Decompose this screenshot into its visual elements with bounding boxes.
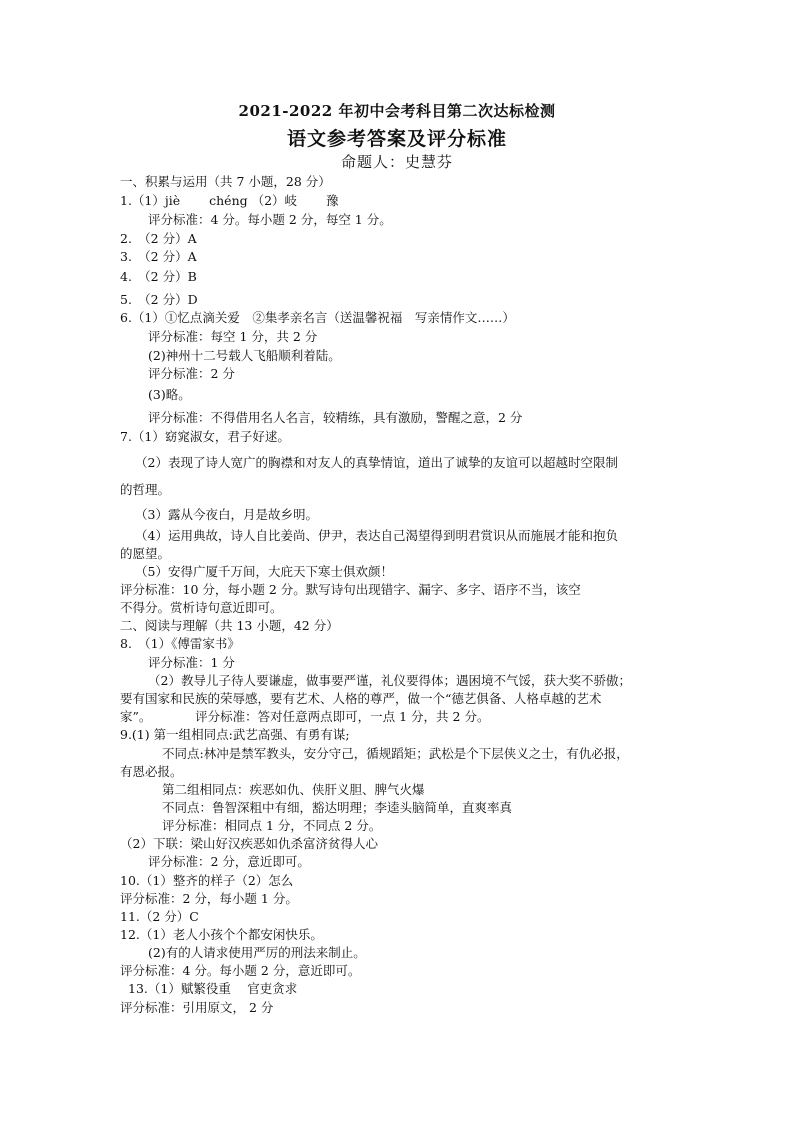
answer-line: 4. （2 分）B <box>120 269 197 284</box>
answer-line: （2）表现了诗人宽广的胸襟和对友人的真挚情谊，道出了诚挚的友谊可以超越时空限制 <box>135 455 618 470</box>
answer-line: 有恩必报。 <box>120 764 183 779</box>
answer-line: 10.（1）整齐的样子（2）怎么 <box>120 873 294 888</box>
scoring-line: 评分标准：4 分。每小题 2 分，每空 1 分。 <box>148 212 392 227</box>
section-2-heading: 二、阅读与理解（共 13 小题，42 分） <box>120 618 339 633</box>
scoring-line: 不得分。赏析诗句意近即可。 <box>120 600 283 615</box>
scoring-line: 评分标准：2 分，意近即可。 <box>148 854 310 869</box>
scoring-line: 评分标准：2 分 <box>148 366 235 381</box>
scoring-line: 评分标准：引用原文， 2 分 <box>120 1000 274 1015</box>
answer-line: 7.（1）窈窕淑女，君子好逑。 <box>120 429 290 444</box>
scoring-line: 评分标准：10 分，每小题 2 分。默写诗句出现错字、漏字、多字、语序不当，该空 <box>120 582 581 597</box>
answer-line: 第二组相同点：疾恶如仇、侠肝义胆、脾气火爆 <box>162 782 425 797</box>
answer-line: 12.（1）老人小孩个个都安闲快乐。 <box>120 927 323 942</box>
answer-line: 11.（2 分）C <box>120 909 199 924</box>
answer-line: 1.（1）jiè chéng （2）岐 豫 <box>120 193 339 208</box>
scoring-line: 评分标准：1 分 <box>148 655 235 670</box>
answer-line: （2）下联：梁山好汉疾恶如仇杀富济贫得人心 <box>120 836 378 851</box>
scoring-line: 评分标准：不得借用名人名言，较精练，具有激励，警醒之意，2 分 <box>148 410 523 425</box>
scoring-line: 评分标准：4 分。每小题 2 分，意近即可。 <box>120 963 361 978</box>
answer-line: 要有国家和民族的荣辱感，要有艺术、人格的尊严，做一个“德艺俱备、人格卓越的艺术 <box>120 691 602 706</box>
document-title: 语文参考答案及评分标准 <box>286 128 507 150</box>
scoring-line: 评分标准：每空 1 分，共 2 分 <box>148 329 318 344</box>
answer-line: 家”。 评分标准：答对任意两点即可，一点 1 分，共 2 分。 <box>120 709 490 724</box>
answer-line: 2. （2 分）A <box>120 231 197 246</box>
answer-line: (2)有的人请求使用严厉的刑法来制止。 <box>148 945 366 960</box>
answer-line: 8. （1）《傅雷家书》 <box>120 636 240 651</box>
answer-line: (3)略。 <box>148 387 191 402</box>
answer-line: 9.(1) 第一组相同点:武艺高强、有勇有谋; <box>120 727 350 742</box>
answer-line: 13.（1）赋繁役重 官吏贪求 <box>128 981 298 996</box>
answer-line: (2)神州十二号载人飞船顺利着陆。 <box>148 348 341 363</box>
answer-line: 的愿望。 <box>120 546 171 561</box>
answer-line: 5. （2 分）D <box>120 292 198 307</box>
answer-line: 6.（1）①忆点滴关爱 ②集孝亲名言（送温馨祝福 写亲情作文……） <box>120 310 515 325</box>
answer-line: （3）露从今夜白，月是故乡明。 <box>135 507 318 522</box>
answer-line: （4）运用典故，诗人自比姜尚、伊尹，表达自己渴望得到明君赏识从而施展才能和抱负 <box>135 528 618 543</box>
answer-line: 不同点:林冲是禁军教头，安分守己，循规蹈矩；武松是个下层侠义之士，有仇必报， <box>162 746 629 761</box>
exam-title: 2021-2022 年初中会考科目第二次达标检测 <box>238 102 556 120</box>
author-line: 命题人：史慧芬 <box>340 153 453 171</box>
scoring-line: 评分标准：相同点 1 分，不同点 2 分。 <box>162 818 382 833</box>
scoring-line: 评分标准：2 分，每小题 1 分。 <box>120 891 298 906</box>
section-1-heading: 一、积累与运用（共 7 小题，28 分） <box>120 174 331 189</box>
answer-line: 3. （2 分）A <box>120 249 197 264</box>
answer-line: 不同点：鲁智深粗中有细，豁达明理；李逵头脑简单，直爽率真 <box>162 800 513 815</box>
answer-line: 的哲理。 <box>120 482 171 497</box>
answer-line: （5）安得广厦千万间，大庇天下寒士俱欢颜！ <box>135 564 393 579</box>
answer-line: （2）教导儿子待人要谦虚，做事要严谨，礼仪要得体；遇困境不气馁，获大奖不骄傲； <box>148 673 631 688</box>
